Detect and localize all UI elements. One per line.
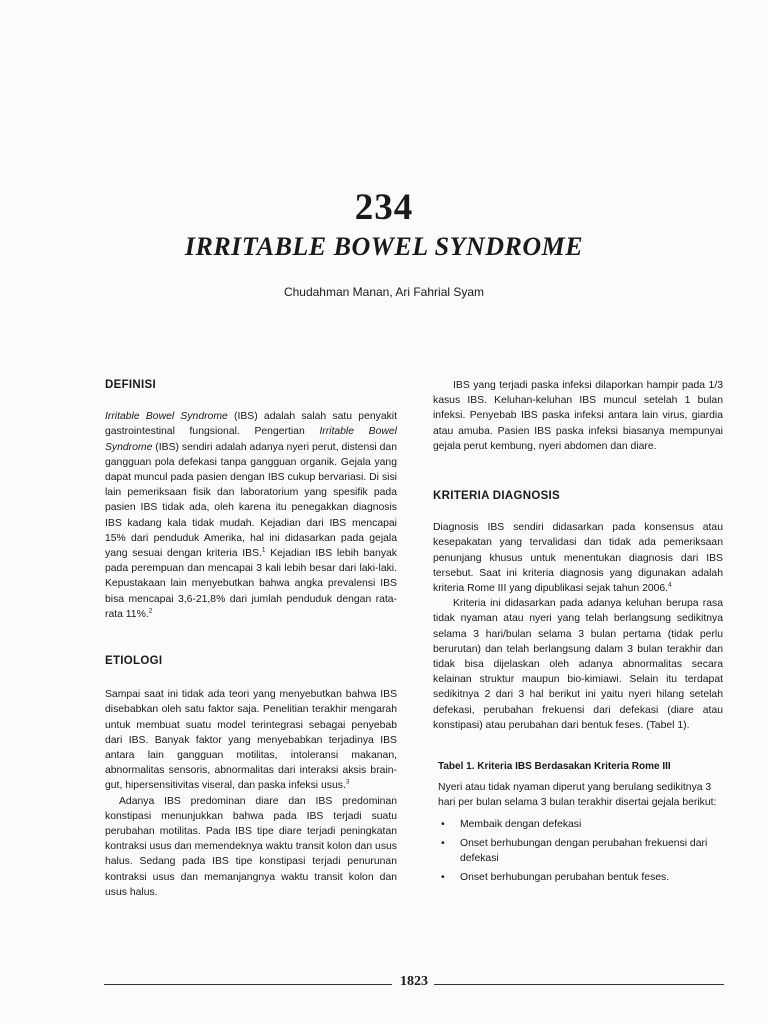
kriteria-paragraph-1: Diagnosis IBS sendiri didasarkan pada konsensus atau kesepakatan yang tervalidasi dan tidak ada pemeriksaan penunjang khusus untuk menentukan diagnosis dari IBS tersebut. Saat ini kriteria diagnosis yang digunakan adalah kriteria Rome III yang dipublikasi sejak tahun 2006.$^4$ — [433, 522, 723, 595]
term-ibs: Irritable Bowel Syndrome — [105, 426, 397, 453]
left-column — [105, 378, 397, 900]
chapter-number: 234 — [354, 187, 414, 228]
authors: Chudahman Manan, Ari Fahrial Syam — [283, 285, 485, 299]
criteria-table — [433, 759, 723, 885]
criteria-list — [438, 817, 723, 886]
page-footer — [104, 974, 724, 994]
etiologi-paragraph-2: Adanya IBS predominan diare dan IBS predominan konstipasi menunjukkan bahwa pada IBS terjadi suatu perubahan motilitas. Pada IBS tipe diare terjadi peningkatan kontraksi usus dan memendeknya waktu transit kolon dan usus halus. Sedang pada IBS tipe konstipasi terjadi penurunan kontraksi usus dan memanjangnya waktu transit kolon dan usus halus. — [105, 795, 397, 898]
footer-rule-right — [434, 984, 724, 985]
reference-mark: 1 — [261, 546, 266, 554]
reference-mark: 2 — [148, 607, 153, 615]
table-body — [438, 780, 723, 885]
table-caption: Tabel 1. Kriteria IBS Berdasakan Kriteria Rome III — [438, 761, 671, 773]
section-heading-etiologi: ETIOLOGI — [105, 655, 163, 668]
section-heading-definisi: DEFINISI — [105, 379, 156, 391]
bullet-icon: • — [441, 872, 445, 884]
table-intro: Nyeri atau tidak nyaman diperut yang berulang sedikitnya 3 hari per bulan selama 3 bulan terakhir disertai gejala berikut: — [438, 782, 717, 809]
page-number: 1823 — [400, 974, 428, 989]
bullet-icon: • — [441, 818, 445, 830]
bullet-icon: • — [441, 837, 445, 849]
list-item: • Onset berhubungan perubahan bentuk feses. — [438, 870, 723, 885]
term-ibs: Irritable Bowel Syndrome — [105, 411, 228, 423]
definisi-paragraph: Irritable Bowel Syndrome (IBS) adalah salah satu penyakit gastrointestinal fungsional. Pengertian Irritable Bowel Syndrome (IBS) sendiri adalah adanya nyeri perut, distensi dan gangguan pola defekasi tanpa gangguan organik. Gejala yang dapat muncul pada pasien dengan IBS cukup bervariasi. Di sisi lain pemeriksaan fisik dan laboratorium yang spesifik pada pasien IBS tidak ada, oleh karena itu penegakkan diagnosis IBS kadang kala tidak mudah. Kejadian dari IBS mencapai 15% dari penduduk Amerika, hal ini didasarkan pada gejala yang sesuai dengan kriteria IBS.$^1$ Kejadian IBS lebih banyak pada perempuan dan mencapai 3 kali lebih besar dari laki-laki. Kepustakaan lain menyebutkan bahwa angka prevalensi IBS bisa mencapai 3,6-21,8% dari jumlah penduduk dengan rata-rata 11%.$^2$ — [105, 411, 397, 620]
chapter-title: IRRITABLE BOWEL SYNDROME — [184, 232, 584, 261]
list-item: • Membaik dengan defekasi — [438, 817, 723, 832]
list-item: • Onset berhubungan dengan perubahan frekuensi dari defekasi — [441, 837, 708, 865]
right-column — [433, 378, 723, 889]
section-heading-kriteria: KRITERIA DIAGNOSIS — [433, 490, 561, 503]
kriteria-paragraph-2: Kriteria ini didasarkan pada adanya keluhan berupa rasa tidak nyaman atau nyeri yang telah berlangsung sedikitnya selama 3 hari/bulan selama 3 bulan pertama (tidak perlu berurutan) dan telah berlangsung dalam 3 bulan terakhir dan tidak bisa dijelaskan oleh adanya abnormalitas secara kelainan struktur maupun bio-kimiawi. Selain itu terdapat sedikitnya 2 dari 3 hal berikut ini yaitu nyeri hilang setelah defekasi, perubahan frekuensi dari defekasi (diare atau konstipasi) atau perubahan dari bentuk feses. (Tabel 1). — [433, 598, 723, 731]
reference-mark: 3 — [345, 779, 350, 786]
reference-mark: 4 — [668, 581, 672, 589]
paska-infeksi-paragraph: IBS yang terjadi paska infeksi dilaporkan hampir pada 1/3 kasus IBS. Keluhan-keluhan IBS muncul setelah 1 bulan infeksi. Penyebab IBS paska infeksi antara lain virus, giardia atau amuba. Pasien IBS paska infeksi biasanya mempunyai gejala perut kembung, nyeri abdomen dan diare. — [433, 380, 723, 452]
etiologi-paragraph-1: Sampai saat ini tidak ada teori yang menyebutkan bahwa IBS disebabkan oleh satu faktor saja. Penelitian terakhir mengarah untuk membuat suatu model terintegrasi sebagai penyebab dari IBS. Banyak faktor yang menyebabkan terjadinya IBS antara lain gangguan motilitas, intoleransi makanan, abnormalitas sensoris, abnormalitas dari interaksi aksis brain-gut, hipersensitivitas viseral, dan paska infeksi usus.$^3$ — [105, 689, 397, 792]
